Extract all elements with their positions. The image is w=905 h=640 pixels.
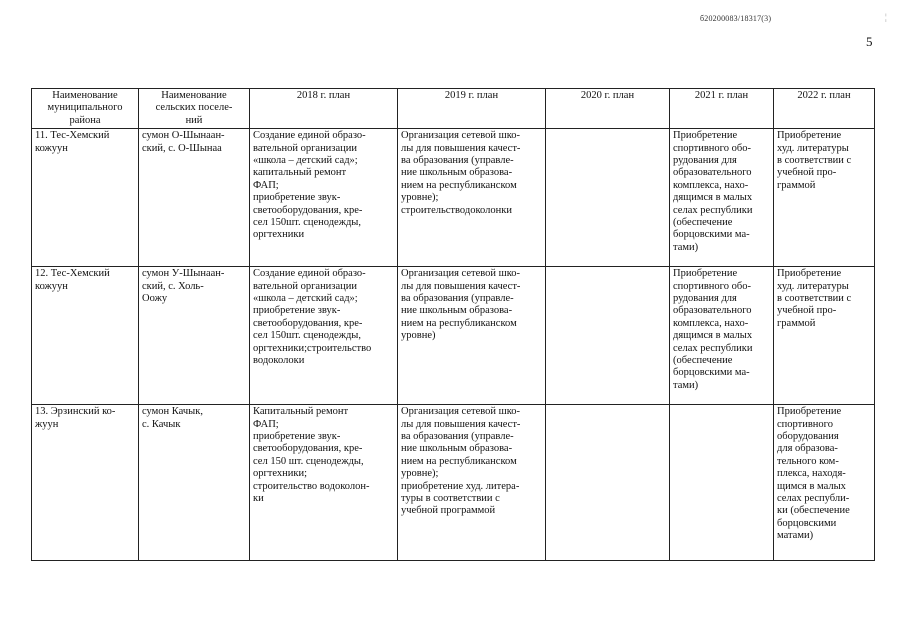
table-row — [32, 129, 875, 267]
cell-plan-2021: Приобретение спортивного обо- рудования для образовательного комплекса, нахо- дящимся в малых селах республики (обеспечение борцовскими ма- тами) — [670, 129, 774, 267]
cell-plan-2020 — [546, 267, 670, 405]
cell-plan-2022: Приобретение худ. литературы в соответствии с учебной про- граммой — [774, 129, 875, 267]
cell-plan-2021: Приобретение спортивного обо- рудования для образовательного комплекса, нахо- дящимся в малых селах республики (обеспечение борцовскими ма- тами) — [670, 267, 774, 405]
cell-plan-2021 — [670, 405, 774, 561]
cell-plan-2020 — [546, 129, 670, 267]
corner-mark: ¦ — [885, 12, 887, 22]
cell-settlement: сумон О-Шынаан- ский, с. О-Шынаа — [139, 129, 250, 267]
cell-district: 11. Тес-Хемский кожуун — [32, 129, 139, 267]
table-row — [32, 267, 875, 405]
plan-table — [31, 88, 875, 561]
cell-plan-2020 — [546, 405, 670, 561]
column-header-settlement: Наименование сельских поселе- ний — [139, 89, 250, 129]
cell-plan-2019: Организация сетевой шко- лы для повышения качест- ва образования (управле- ние школьным образова- нием на республиканском уровне); приобретение худ. литера- туры в соответствии с учебной программой — [398, 405, 546, 561]
cell-plan-2019: Организация сетевой шко- лы для повышения качест- ва образования (управле- ние школьным образова- нием на республиканском уровне) — [398, 267, 546, 405]
cell-settlement: сумон У-Шынаан- ский, с. Холь- Оожу — [139, 267, 250, 405]
cell-settlement: сумон Качык, с. Качык — [139, 405, 250, 561]
cell-plan-2018: Создание единой образо- вательной организации «школа – детский сад»; приобретение звук- светооборудования, кре- сел 150шт. сценодежды, оргтехники;строительство водоколоки — [250, 267, 398, 405]
cell-plan-2018: Капитальный ремонт ФАП; приобретение звук- светооборудования, кре- сел 150 шт. сценодежды, оргтехники; строительство водоколон- ки — [250, 405, 398, 561]
cell-plan-2022: Приобретение спортивного оборудования для образова- тельного ком- плекса, находя- щимся в малых селах республи- ки (обеспечение борцовскими матами) — [774, 405, 875, 561]
column-header-2022: 2022 г. план — [774, 89, 875, 129]
cell-plan-2019: Организация сетевой шко- лы для повышения качест- ва образования (управле- ние школьным образова- нием на республиканском уровне); строительстводоколонки — [398, 129, 546, 267]
cell-district: 13. Эрзинский ко- жуун — [32, 405, 139, 561]
column-header-2020: 2020 г. план — [546, 89, 670, 129]
page-number: 5 — [866, 34, 873, 49]
cell-plan-2018: Создание единой образо- вательной организации «школа – детский сад»; капитальный ремонт ФАП; приобретение звук- светооборудования, кре- сел 150шт. сценодежды, оргтехники — [250, 129, 398, 267]
cell-district: 12. Тес-Хемский кожуун — [32, 267, 139, 405]
column-header-2019: 2019 г. план — [398, 89, 546, 129]
document-id: б20200083/18317(3) — [700, 14, 772, 23]
table-row — [32, 405, 875, 561]
table-header-row — [32, 89, 875, 129]
cell-plan-2022: Приобретение худ. литературы в соответствии с учебной про- граммой — [774, 267, 875, 405]
column-header-district: Наименование муниципального района — [32, 89, 139, 129]
column-header-2021: 2021 г. план — [670, 89, 774, 129]
column-header-2018: 2018 г. план — [250, 89, 398, 129]
